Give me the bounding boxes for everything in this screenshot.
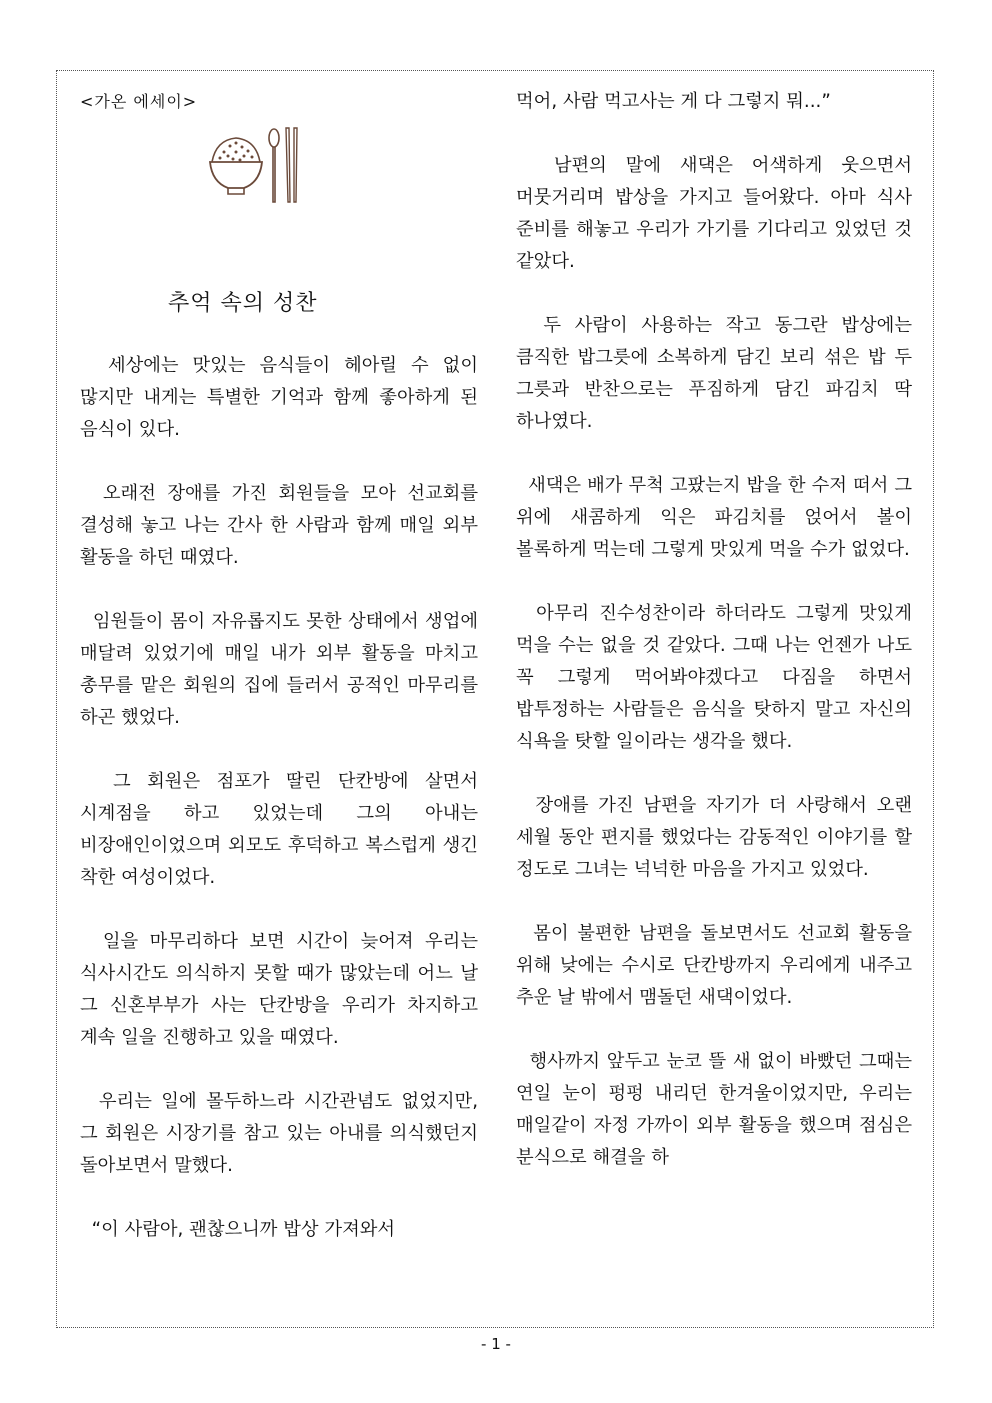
paragraph: 두 사람이 사용하는 작고 동그란 밥상에는 큼직한 밥그릇에 소복하게 담긴 보리 섞은 밥 두 그릇과 반찬으로는 푸짐하게 담긴 파김치 딱 하나였다. [516, 315, 918, 432]
paragraph: 행사까지 앞두고 눈코 뜰 새 없이 바빴던 그때는 연일 눈이 펑펑 내리던 한겨울이었지만, 우리는 매일같이 자정 가까이 외부 활동을 했으며 점심은 분식으로 해결을 하 [516, 1051, 918, 1168]
paragraph: 우리는 일에 몰두하느라 시간관념도 없었지만, 그 회원은 시장기를 참고 있는 아내를 의식했던지 돌아보면서 말했다. [80, 1091, 484, 1176]
paragraph: 임원들이 몸이 자유롭지도 못한 상태에서 생업에 매달려 있었기에 매일 내가 외부 활동을 마치고 총무를 맡은 회원의 집에 들러서 공적인 마무리를 하곤 했었다. [80, 611, 484, 728]
paragraph: 아무리 진수성찬이라 하더라도 그렇게 맛있게 먹을 수는 없을 것 같았다. 그때 나는 언젠가 나도 꼭 그렇게 먹어봐야겠다고 다짐을 하면서 밥투정하는 사람들은 음식을 탓하지 말고 자신의 식욕을 탓할 일이라는 생각을 했다. [516, 603, 918, 752]
paragraph: 남편의 말에 새댁은 어색하게 웃으면서 머뭇거리며 밥상을 가지고 들어왔다. 아마 식사 준비를 해놓고 우리가 가기를 기다리고 있었던 것 같았다. [516, 155, 918, 272]
paragraph: 세상에는 맛있는 음식들이 헤아릴 수 없이 많지만 내게는 특별한 기억과 함께 좋아하게 된 음식이 있다. [80, 355, 484, 440]
rice-bowl-spoon-chopsticks-icon [206, 126, 306, 206]
left-column [80, 86, 484, 1278]
essay-tag: <가온 에세이> [80, 92, 198, 111]
paragraph: 먹어, 사람 먹고사는 게 다 그렇지 뭐...” [516, 91, 831, 112]
essay-title: 추억 속의 성찬 [168, 291, 318, 316]
paragraph: 새댁은 배가 무척 고팠는지 밥을 한 수저 떠서 그 위에 새콤하게 익은 파김치를 얹어서 볼이 볼록하게 먹는데 그렇게 맛있게 먹을 수가 없었다. [516, 475, 918, 560]
paragraph: 몸이 불편한 남편을 돌보면서도 선교회 활동을 위해 낮에는 수시로 단칸방까지 우리에게 내주고 추운 날 밖에서 맴돌던 새댁이었다. [516, 923, 918, 1008]
paragraph: 장애를 가진 남편을 자기가 더 사랑해서 오랜 세월 동안 편지를 했었다는 감동적인 이야기를 할 정도로 그녀는 넉넉한 마음을 가지고 있었다. [516, 795, 918, 880]
paragraph: 그 회원은 점포가 딸린 단칸방에 살면서 시계점을 하고 있었는데 그의 아내는 비장애인이었으며 외모도 후덕하고 복스럽게 생긴 착한 여성이었다. [80, 771, 484, 888]
paragraph: 일을 마무리하다 보면 시간이 늦어져 우리는 식사시간도 의식하지 못할 때가 많았는데 어느 날 그 신혼부부가 사는 단칸방을 우리가 차지하고 계속 일을 진행하고 있을 때였다. [80, 931, 484, 1048]
paragraph: 오래전 장애를 가진 회원들을 모아 선교회를 결성해 놓고 나는 간사 한 사람과 함께 매일 외부 활동을 하던 때였다. [80, 483, 484, 568]
illustration [80, 118, 478, 288]
paragraph: “이 사람아, 괜찮으니까 밥상 가져와서 [80, 1219, 396, 1240]
page-number: - 1 - [481, 1335, 511, 1353]
right-column [516, 86, 918, 1206]
